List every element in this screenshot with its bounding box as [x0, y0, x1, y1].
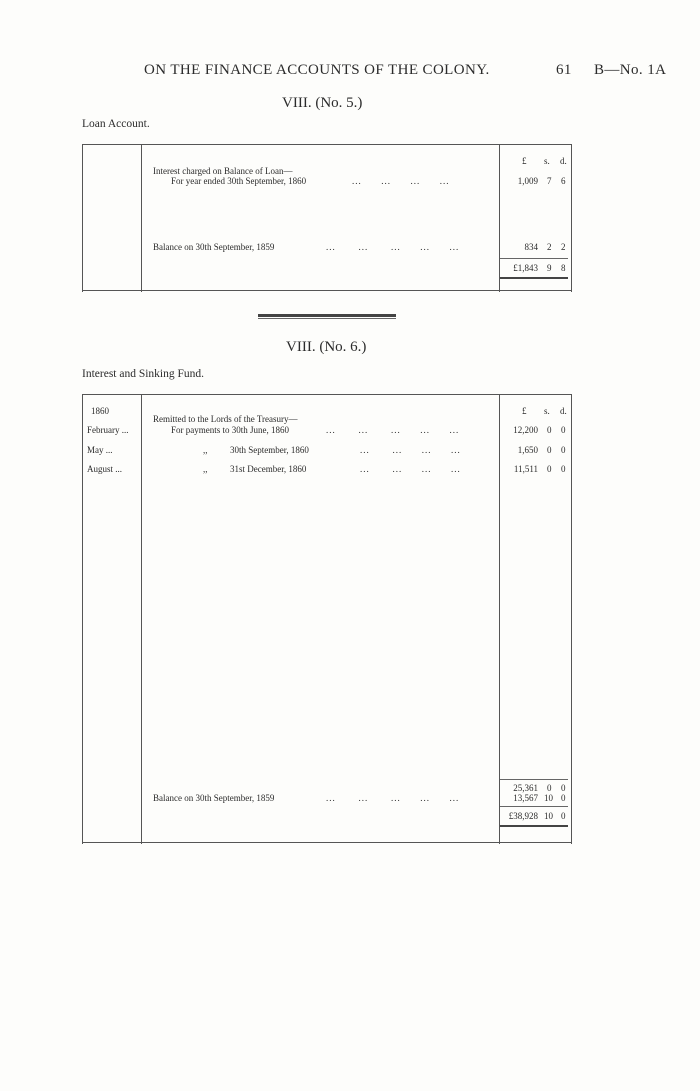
loan-entry-pence: 6 [561, 176, 566, 186]
loan-balance-text: Balance on 30th September, 1859 [153, 242, 275, 252]
balance-amount: 13,567 [513, 793, 538, 803]
currency-pence-header: d. [560, 406, 567, 416]
loan-balance-shillings: 2 [547, 242, 552, 252]
row-month: August ... [87, 464, 123, 474]
balance-pence: 0 [561, 793, 566, 803]
total-rule [500, 258, 568, 259]
row-month: May ... [87, 445, 113, 455]
row-amount: 1,650 [517, 445, 538, 455]
row-description: ,, 31st December, 1860 [203, 464, 307, 474]
leader-dots: ... ... ... ... [352, 176, 450, 186]
section-divider [258, 314, 396, 317]
sinking-fund-title: Interest and Sinking Fund. [82, 368, 205, 380]
row-pence: 0 [561, 464, 566, 474]
subtotal-shillings: 0 [547, 783, 552, 793]
page-number: 61 [556, 62, 572, 78]
leader-dots: ... ... ... ... ... [326, 793, 460, 803]
grand-total-amount: £38,928 [508, 811, 538, 821]
loan-balance-pence: 2 [561, 242, 566, 252]
leader-dots: ... ... ... ... ... [326, 425, 460, 435]
year-label: 1860 [91, 406, 109, 416]
currency-shillings-header: s. [544, 406, 550, 416]
sinking-fund-table [82, 394, 572, 844]
subtotal-pence: 0 [561, 783, 566, 793]
loan-balance-amount: 834 [524, 242, 538, 252]
loan-account-table [82, 144, 572, 292]
row-description: For payments to 30th June, 1860 [171, 425, 289, 435]
row-description: ,, 30th September, 1860 [203, 445, 309, 455]
row-month: February ... [87, 425, 129, 435]
section-6-heading: VIII. (No. 6.) [286, 339, 367, 355]
loan-entry-amount: 1,009 [517, 176, 538, 186]
currency-pence-header: d. [560, 156, 567, 166]
loan-total-shillings: 9 [547, 263, 552, 273]
leader-dots: ... ... ... ... [360, 464, 461, 474]
remittance-heading: Remitted to the Lords of the Treasury— [153, 414, 298, 424]
leader-dots: ... ... ... ... ... [326, 242, 460, 252]
row-shillings: 0 [547, 464, 552, 474]
row-shillings: 0 [547, 445, 552, 455]
row-pence: 0 [561, 445, 566, 455]
loan-total-pence: 8 [561, 263, 566, 273]
section-divider-thin [258, 318, 396, 319]
subtotal-amount: 25,361 [513, 783, 538, 793]
total-double-rule [500, 277, 568, 279]
row-amount: 11,511 [513, 464, 538, 474]
loan-entry-line2: For year ended 30th September, 1860 [171, 176, 307, 186]
row-pence: 0 [561, 425, 566, 435]
loan-entry-shillings: 7 [547, 176, 552, 186]
subtotal-rule [500, 779, 568, 780]
leader-dots: ... ... ... ... [360, 445, 461, 455]
loan-entry-line1: Interest charged on Balance of Loan— [153, 166, 293, 176]
running-header-title: ON THE FINANCE ACCOUNTS OF THE COLONY. [144, 62, 490, 78]
balance-text: Balance on 30th September, 1859 [153, 793, 275, 803]
currency-pounds-header: £ [522, 156, 527, 166]
currency-shillings-header: s. [544, 156, 550, 166]
balance-shillings: 10 [544, 793, 553, 803]
loan-total-amount: £1,843 [513, 263, 538, 273]
grand-total-pence: 0 [561, 811, 566, 821]
loan-account-title: Loan Account. [82, 118, 150, 130]
total-rule [500, 806, 568, 807]
row-amount: 12,200 [513, 425, 538, 435]
row-shillings: 0 [547, 425, 552, 435]
paper-reference: B—No. 1A [594, 62, 667, 78]
section-5-heading: VIII. (No. 5.) [282, 95, 363, 111]
grand-total-shillings: 10 [544, 811, 553, 821]
currency-pounds-header: £ [522, 406, 527, 416]
total-double-rule [500, 825, 568, 827]
